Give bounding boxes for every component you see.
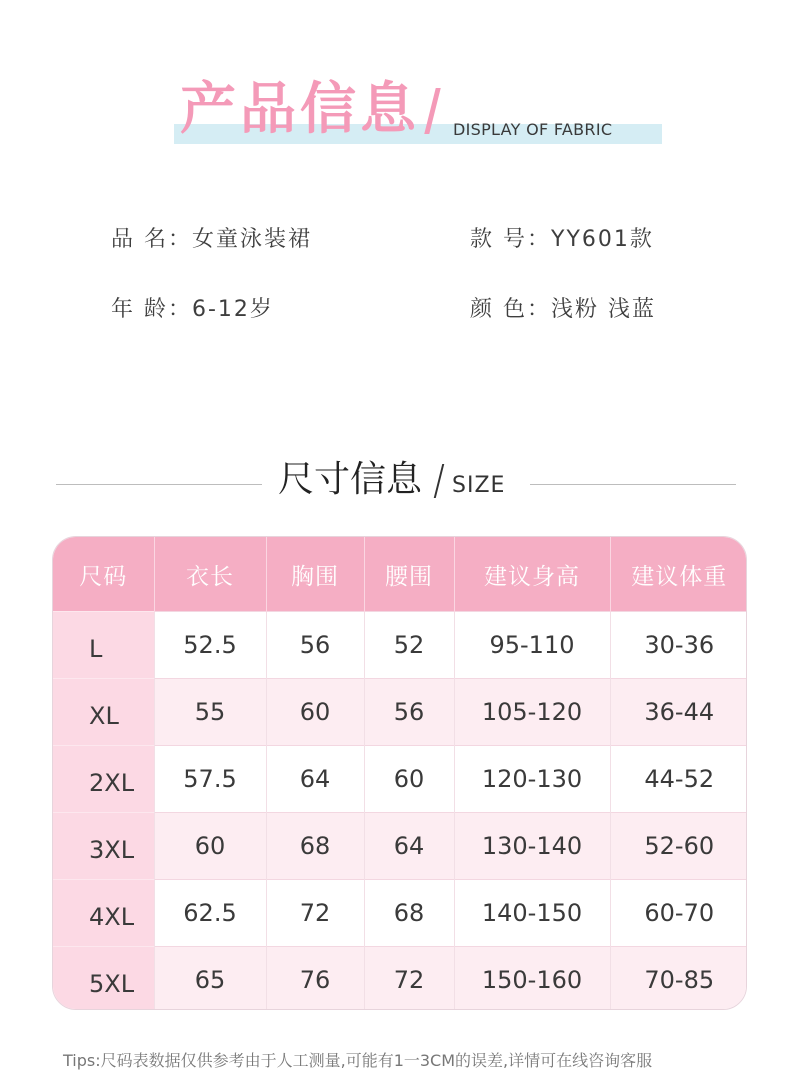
product-age-value: 6-12岁: [192, 297, 274, 322]
table-cell: 70-85: [610, 947, 747, 1011]
size-cell: 2XL: [53, 746, 154, 813]
header-size: 尺码: [53, 537, 154, 612]
table-cell: 72: [364, 947, 454, 1011]
table-cell: 68: [266, 813, 364, 880]
table-cell: 56: [364, 679, 454, 746]
product-style-label: 款 号：: [470, 227, 551, 252]
product-age: [111, 296, 274, 324]
size-cell: 5XL: [53, 947, 154, 1011]
table-cell: 52.5: [154, 612, 266, 679]
table-cell: 95-110: [454, 612, 610, 679]
table-header-row: [53, 537, 747, 612]
table-cell: 57.5: [154, 746, 266, 813]
table-cell: 68: [364, 880, 454, 947]
product-name-value: 女童泳装裙: [192, 227, 313, 252]
table-row: [53, 612, 747, 679]
product-name-label: 品 名：: [111, 227, 192, 252]
table-cell: 52: [364, 612, 454, 679]
size-section-subtitle: SIZE: [452, 473, 506, 498]
product-color-label: 颜 色：: [470, 297, 551, 322]
size-title-line-right: [530, 484, 736, 485]
header-waist: 腰围: [364, 537, 454, 612]
size-cell: 4XL: [53, 880, 154, 947]
table-row: [53, 746, 747, 813]
table-row: [53, 679, 747, 746]
table-cell: 140-150: [454, 880, 610, 947]
table-row: [53, 813, 747, 880]
table-cell: 76: [266, 947, 364, 1011]
table-cell: 120-130: [454, 746, 610, 813]
table-cell: 60: [154, 813, 266, 880]
table-cell: 62.5: [154, 880, 266, 947]
header-weight: 建议体重: [610, 537, 747, 612]
size-cell: XL: [53, 679, 154, 746]
table-cell: 130-140: [454, 813, 610, 880]
product-style-value: YY601款: [551, 227, 654, 252]
size-table-container: [52, 536, 747, 1010]
table-cell: 105-120: [454, 679, 610, 746]
table-row: [53, 947, 747, 1011]
size-cell: 3XL: [53, 813, 154, 880]
table-cell: 55: [154, 679, 266, 746]
header-height: 建议身高: [454, 537, 610, 612]
table-cell: 64: [266, 746, 364, 813]
table-cell: 64: [364, 813, 454, 880]
size-title-line-left: [56, 484, 262, 485]
header-chest: 胸围: [266, 537, 364, 612]
product-style: [470, 226, 654, 254]
product-name: [111, 226, 312, 254]
tips-text: Tips:尺码表数据仅供参考由于人工测量,可能有1一3CM的误差,详情可在线咨询客服: [63, 1051, 653, 1070]
product-color-value: 浅粉 浅蓝: [551, 297, 656, 322]
header-subtitle: DISPLAY OF FABRIC: [453, 120, 613, 139]
table-row: [53, 880, 747, 947]
size-title-slash: [434, 464, 444, 498]
size-table: [53, 537, 747, 1010]
table-cell: 60: [266, 679, 364, 746]
table-cell: 150-160: [454, 947, 610, 1011]
table-cell: 60-70: [610, 880, 747, 947]
header-title: 产品信息: [180, 77, 420, 142]
table-cell: 36-44: [610, 679, 747, 746]
table-cell: 56: [266, 612, 364, 679]
table-cell: 44-52: [610, 746, 747, 813]
table-cell: 60: [364, 746, 454, 813]
table-cell: 72: [266, 880, 364, 947]
table-cell: 30-36: [610, 612, 747, 679]
size-cell: L: [53, 612, 154, 679]
header-length: 衣长: [154, 537, 266, 612]
product-color: [470, 296, 656, 324]
table-cell: 65: [154, 947, 266, 1011]
table-cell: 52-60: [610, 813, 747, 880]
size-section-title: 尺寸信息: [278, 459, 423, 500]
product-age-label: 年 龄：: [111, 297, 192, 322]
